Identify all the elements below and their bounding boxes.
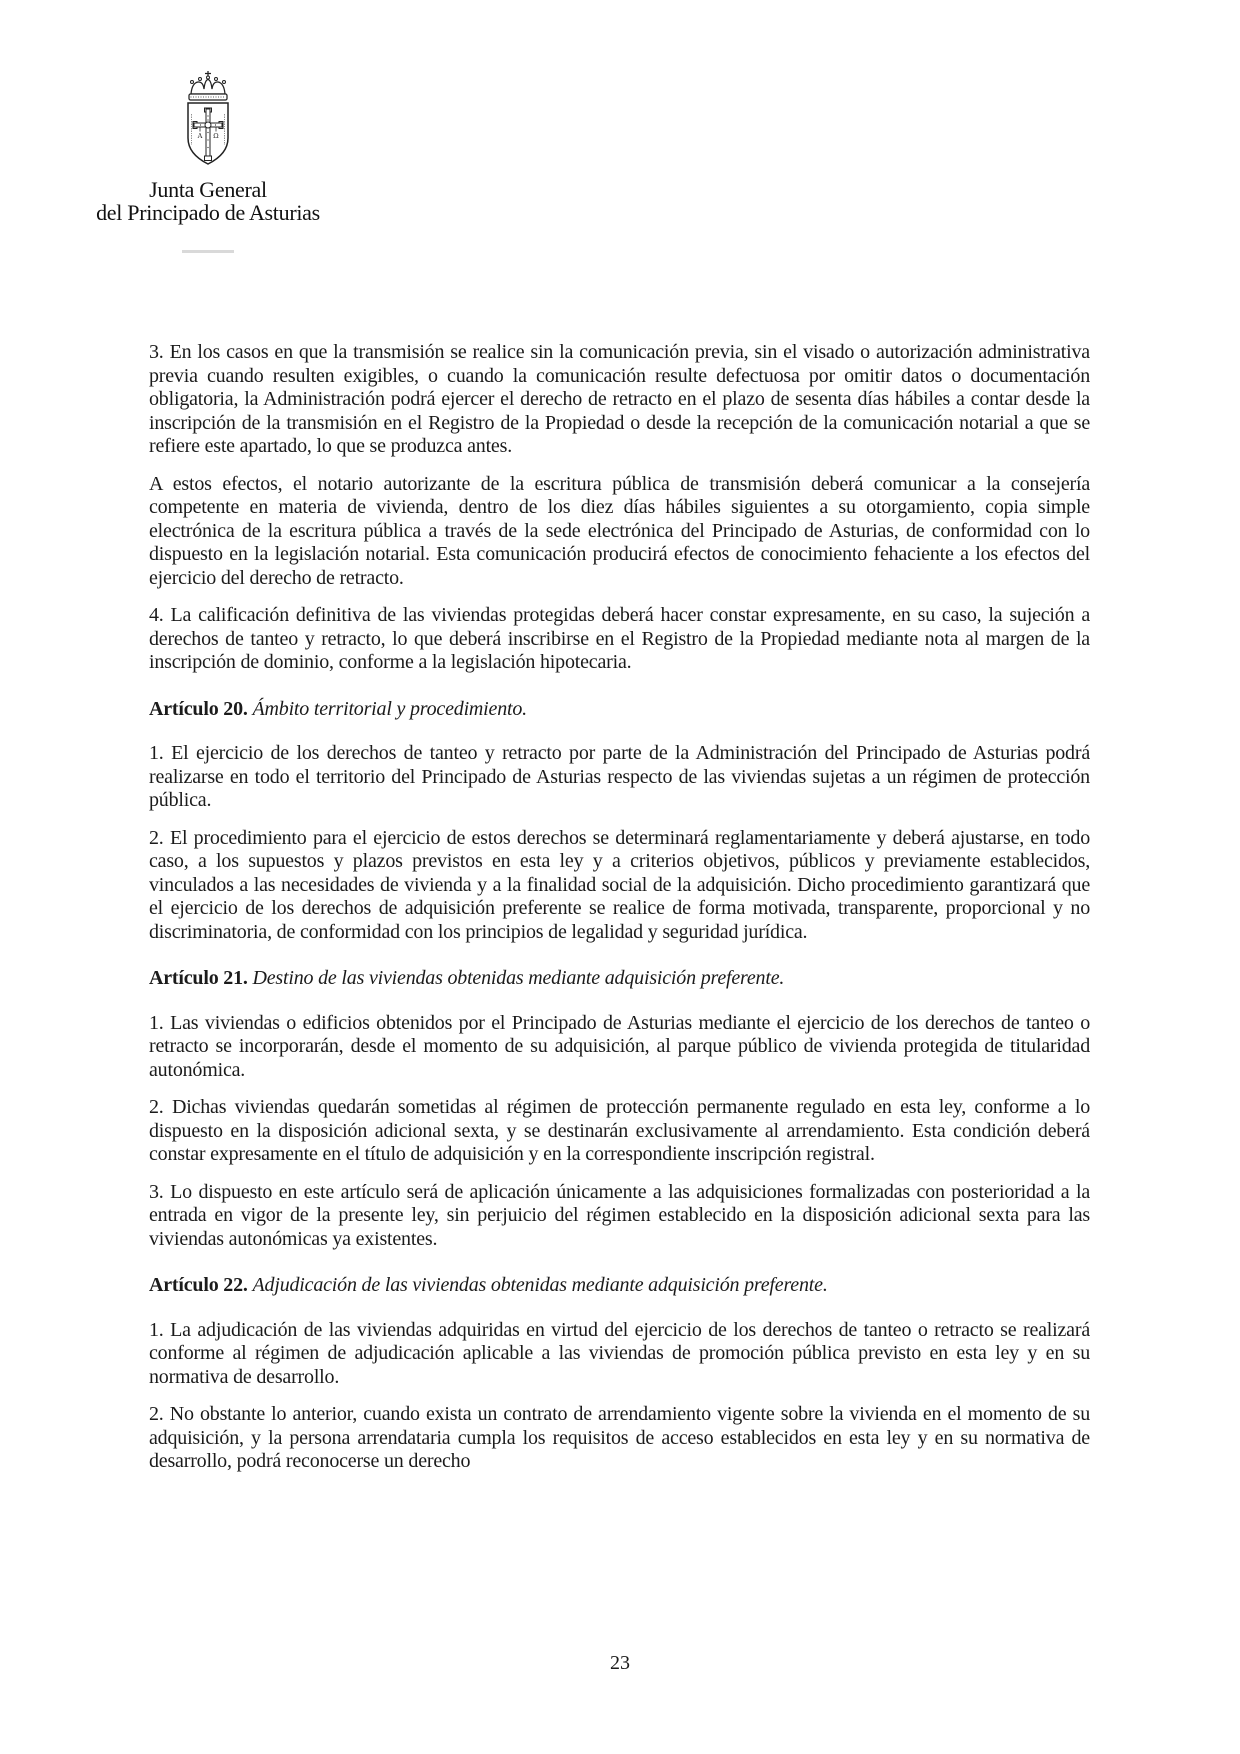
alpha-glyph: Α [197, 132, 203, 140]
article-number: Artículo 22. [149, 1274, 248, 1296]
page-number: 23 [610, 1652, 630, 1674]
omega-glyph: Ω [213, 132, 219, 140]
letterhead [0, 0, 1240, 253]
article-number: Artículo 20. [149, 697, 248, 720]
paragraph: 2. Dichas viviendas quedarán sometidas al régimen de protección permanente regulado en esta ley, conforme a lo dispuesto en la disposición adicional sexta, y se destinarán exclusivamente al arrendamiento. Esta condición deberá constar expresamente en el título de adquisición y en la correspondiente inscripción registral. [149, 1096, 1090, 1165]
article-number: Artículo 21. [149, 967, 248, 989]
paragraph: A estos efectos, el notario autorizante de la escritura pública de transmisión deberá comunicar a la consejería competente en materia de vivienda, dentro de los diez días hábiles siguientes a su otorgamiento, copia simple electrónica de la escritura pública a través de la sede electrónica del Principado de Asturias, de conformidad con lo dispuesto en la legislación notarial. Esta comunicación producirá efectos de conocimiento fehaciente a los efectos del ejercicio del derecho de retracto. [149, 472, 1090, 589]
article-title: Ámbito territorial y procedimiento. [252, 697, 527, 720]
paragraph: 1. Las viviendas o edificios obtenidos por el Principado de Asturias mediante el ejercicio de los derechos de tanteo o retracto se incorporarán, desde el momento de su adquisición, al parque público de vivienda protegida de titularidad autonómica. [149, 1011, 1090, 1081]
article-title: Adjudicación de las viviendas obtenidas mediante adquisición preferente. [252, 1274, 828, 1296]
document-body [149, 341, 1090, 1474]
article-heading [149, 1274, 1090, 1298]
article-title: Destino de las viviendas obtenidas mediante adquisición preferente. [252, 967, 785, 989]
paragraph: 2. El procedimiento para el ejercicio de estos derechos se determinará reglamentariamente y deberá ajustarse, en todo caso, a los supuestos y plazos previstos en esta ley y a criterios objetivos, públicos y previamente establecidos, vinculados a las necesidades de vivienda y a la finalidad social de la adquisición. Dicho procedimiento garantizará que el ejercicio de los derechos de adquisición preferente se realice de forma motivada, transparente, proporcional y no discriminatoria, de conformidad con los principios de legalidad y seguridad jurídica. [149, 826, 1090, 943]
coat-of-arms-icon [178, 70, 238, 170]
page-footer [0, 1652, 1240, 1675]
logo [88, 70, 328, 253]
paragraph: 3. En los casos en que la transmisión se realice sin la comunicación previa, sin el visado o autorización administrativa previa cuando resulten exigibles, o cuando la comunicación resulte defectuosa por omitir datos o documentación obligatoria, la Administración podrá ejercer el derecho de retracto en el plazo de sesenta días hábiles a contar desde la inscripción de la transmisión en el Registro de la Propiedad o desde la recepción de la comunicación notarial a que se refiere este apartado, lo que se produzca antes. [149, 341, 1090, 457]
paragraph: 2. No obstante lo anterior, cuando exista un contrato de arrendamiento vigente sobre la vivienda en el momento de su adquisición, y la persona arrendataria cumpla los requisitos de acceso establecidos en esta ley y en su normativa de desarrollo, podrá reconocerse un derecho [149, 1403, 1090, 1472]
paragraph: 4. La calificación definitiva de las viviendas protegidas deberá hacer constar expresamente, en su caso, la sujeción a derechos de tanteo y retracto, lo que deberá inscribirse en el Registro de la Propiedad mediante nota al margen de la inscripción de dominio, conforme a la legislación hipotecaria. [149, 604, 1090, 673]
header-rule [182, 250, 234, 253]
article-heading [149, 967, 1090, 991]
org-name-line1: Junta General [149, 177, 267, 202]
org-name [88, 178, 328, 224]
org-name-line2: del Principado de Asturias [96, 200, 320, 225]
paragraph: 3. Lo dispuesto en este artículo será de aplicación únicamente a las adquisiciones formalizadas con posterioridad a la entrada en vigor de la presente ley, sin perjuicio del régimen establecido en la disposición adicional sexta para las viviendas autonómicas ya existentes. [149, 1180, 1090, 1250]
paragraph: 1. La adjudicación de las viviendas adquiridas en virtud del ejercicio de los derechos de tanteo o retracto se realizará conforme al régimen de adjudicación aplicable a las viviendas de promoción pública previsto en esta ley y en su normativa de desarrollo. [149, 1318, 1090, 1388]
paragraph: 1. El ejercicio de los derechos de tanteo y retracto por parte de la Administración del Principado de Asturias podrá realizarse en todo el territorio del Principado de Asturias respecto de las viviendas sujetas a un régimen de protección pública. [149, 742, 1090, 811]
article-heading [149, 698, 1090, 722]
